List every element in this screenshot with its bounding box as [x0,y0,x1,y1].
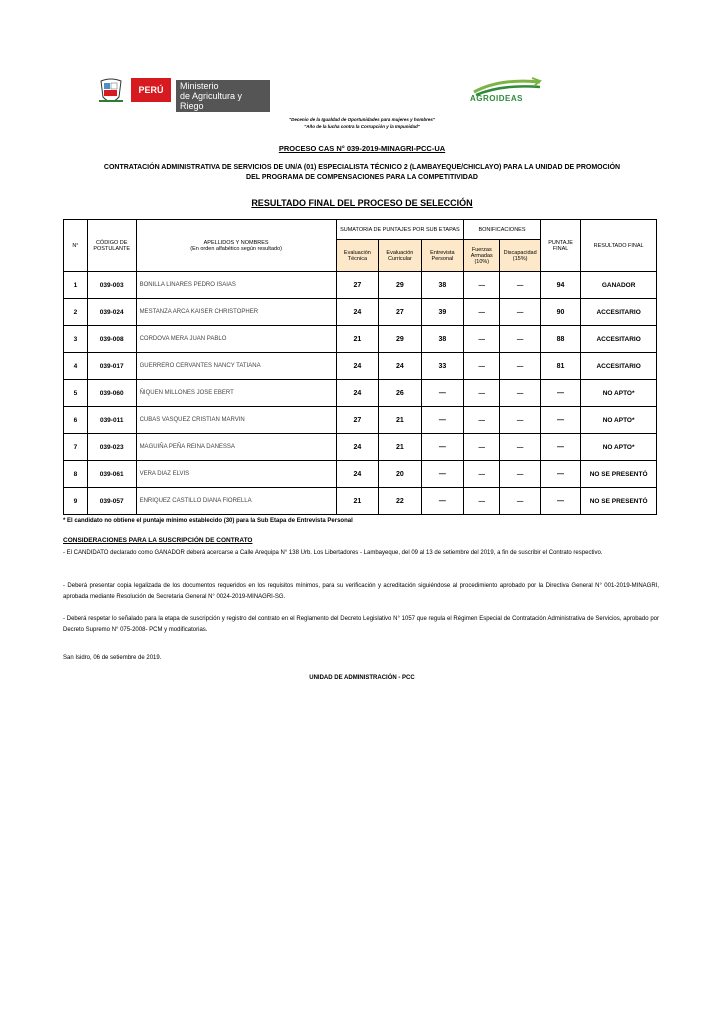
row-result: NO APTO* [581,434,657,461]
row-tech: 24 [336,380,379,407]
row-name: VERA DIAZ ELVIS [136,461,336,488]
row-number: 7 [64,434,88,461]
considerations-title: CONSIDERACIONES PARA LA SUSCRIPCIÓN DE CONTRATO [63,537,253,544]
row-armed: — [464,353,500,380]
header-bonus: BONIFICACIONES [464,220,541,240]
contract-line-2: DEL PROGRAMA DE COMPENSACIONES PARA LA COMPETITIVIDAD [246,174,478,181]
row-name: CORDOVA MERA JUAN PABLO [136,326,336,353]
header-code: CÓDIGO DE POSTULANTE [87,220,136,272]
table-row [64,353,657,380]
row-name: ÑIQUEN MILLONES JOSE EBERT [136,380,336,407]
row-tech: 24 [336,461,379,488]
year-motto: "Año de la lucha contra la Corrupción y la Impunidad" [304,124,420,129]
row-armed: — [464,407,500,434]
row-number: 8 [64,461,88,488]
row-number: 4 [64,353,88,380]
row-name: ENRIQUEZ CASTILLO DIANA FIORELLA [136,488,336,515]
result-title: RESULTADO FINAL DEL PROCESO DE SELECCIÓN [251,198,473,208]
header-final-score: PUNTAJE FINAL [540,220,580,272]
row-interview: — [421,407,464,434]
row-curr: 20 [379,461,422,488]
header-names [136,220,336,272]
row-tech: 27 [336,272,379,299]
row-total: — [540,380,580,407]
consideration-paragraph-1: - El CANDIDATO declarado como GANADOR deberá acercarse a Calle Arequipa N° 138 Urb. Los Libertadores - Lambayeque, del 09 al 13 de setiembre del 2019, a fin de suscribir el Contrato respectivo. [63,550,603,556]
row-code: 039-060 [87,380,136,407]
row-result: NO SE PRESENTÓ [581,461,657,488]
row-total: 94 [540,272,580,299]
row-name: GUERRERO CERVANTES NANCY TATIANA [136,353,336,380]
row-code: 039-061 [87,461,136,488]
table-row [64,407,657,434]
table-row [64,326,657,353]
row-disab: — [500,434,540,461]
row-interview: — [421,434,464,461]
row-tech: 27 [336,407,379,434]
row-curr: 26 [379,380,422,407]
row-total: 81 [540,353,580,380]
row-name: CUBAS VASQUEZ CRISTIAN MARVIN [136,407,336,434]
row-number: 3 [64,326,88,353]
row-code: 039-024 [87,299,136,326]
row-curr: 29 [379,272,422,299]
peru-logo: PERÚ [131,78,171,102]
row-armed: — [464,299,500,326]
row-result: ACCESITARIO [581,326,657,353]
row-code: 039-017 [87,353,136,380]
row-code: 039-057 [87,488,136,515]
results-table [63,219,657,515]
row-interview: — [421,488,464,515]
row-name: BONILLA LINARES PEDRO ISAIAS [136,272,336,299]
signature-unit: UNIDAD DE ADMINISTRACIÓN - PCC [309,675,415,681]
row-armed: — [464,380,500,407]
row-number: 2 [64,299,88,326]
row-disab: — [500,407,540,434]
ministry-line-2: de Agricultura y Riego [180,91,243,111]
row-curr: 21 [379,434,422,461]
row-name: MESTANZA ARCA KAISER CHRISTOPHER [136,299,336,326]
row-tech: 21 [336,488,379,515]
row-tech: 24 [336,434,379,461]
row-code: 039-003 [87,272,136,299]
contract-line-1: CONTRATACIÓN ADMINISTRATIVA DE SERVICIOS DE UN/A (01) ESPECIALISTA TÉCNICO 2 (LAMBAYEQUE/CHICLAYO) PARA LA UNIDAD DE PROMOCIÓN [103,164,621,171]
table-row [64,461,657,488]
process-title: PROCESO CAS N° 039-2019-MINAGRI-PCC-UA [278,144,446,153]
consideration-paragraph-2: - Deberá presentar copia legalizada de los documentos requeridos en los requisitos mínimos, para su verificación y acreditación siguiéndose al procedimiento aprobado por la Directiva General N° 001-2019-MINAGRI, aprobada mediante Resolución de Secretaria General N° 0024-2019-MINAGRI-SG. [63,583,659,600]
national-shield-icon [98,77,124,107]
table-row [64,488,657,515]
row-interview: — [421,380,464,407]
header-disability: Discapacidad (15%) [500,240,540,272]
row-disab: — [500,461,540,488]
row-number: 5 [64,380,88,407]
row-total: — [540,461,580,488]
row-total: 90 [540,299,580,326]
decenio-motto: "Decenio de la Igualdad de Oportunidades para mujeres y hombres" [288,117,436,122]
row-curr: 21 [379,407,422,434]
results-body [64,272,657,515]
footnote: * El candidato no obtiene el puntaje mínimo establecido (30) para la Sub Etapa de Entrevista Personal [63,518,353,524]
row-tech: 21 [336,326,379,353]
table-row [64,299,657,326]
ministry-logo [176,80,270,112]
row-interview: 33 [421,353,464,380]
table-row [64,434,657,461]
header-final-result: RESULTADO FINAL [581,220,657,272]
consideration-paragraph-3: - Deberá respetar lo señalado para la etapa de suscripción y registro del contrato en el Reglamento del Decreto Legislativo N° 1057 que regula el Régimen Especial de Contratación Administrativa de Servicios, aprobado por Decreto Supremo N° 075-2008- PCM y modificatorias. [63,616,659,633]
row-code: 039-023 [87,434,136,461]
row-disab: — [500,299,540,326]
contract-description [70,163,654,183]
row-name: MAGUIÑA PEÑA REINA DANESSA [136,434,336,461]
row-number: 6 [64,407,88,434]
table-row [64,272,657,299]
row-result: NO SE PRESENTÓ [581,488,657,515]
header-tech-eval: Evaluación Técnica [336,240,379,272]
ministry-line-1: Ministerio [180,81,219,91]
row-armed: — [464,272,500,299]
row-curr: 27 [379,299,422,326]
row-result: GANADOR [581,272,657,299]
agroideas-name: AGROIDEAS [470,94,523,103]
row-total: 88 [540,326,580,353]
header-armed-forces: Fuerzas Armadas (10%) [464,240,500,272]
row-disab: — [500,326,540,353]
row-interview: 39 [421,299,464,326]
row-armed: — [464,488,500,515]
row-result: NO APTO* [581,380,657,407]
row-curr: 24 [379,353,422,380]
row-armed: — [464,461,500,488]
header-number: N° [64,220,88,272]
header-interview: Entrevista Personal [421,240,464,272]
row-result: ACCESITARIO [581,353,657,380]
header-names-sub: (En orden alfabético según resultado) [190,245,282,252]
row-tech: 24 [336,353,379,380]
table-row [64,380,657,407]
row-disab: — [500,272,540,299]
row-number: 9 [64,488,88,515]
row-disab: — [500,488,540,515]
row-tech: 24 [336,299,379,326]
row-code: 039-011 [87,407,136,434]
row-total: — [540,407,580,434]
header-stages: SUMATORIA DE PUNTAJES POR SUB ETAPAS [336,220,464,240]
row-interview: 38 [421,326,464,353]
row-number: 1 [64,272,88,299]
row-curr: 29 [379,326,422,353]
row-curr: 22 [379,488,422,515]
header-curr-eval: Evaluación Curricular [379,240,422,272]
row-interview: 38 [421,272,464,299]
date-line: San Isidro, 06 de setiembre de 2019. [63,655,162,661]
row-total: — [540,488,580,515]
row-disab: — [500,380,540,407]
row-interview: — [421,461,464,488]
row-result: NO APTO* [581,407,657,434]
row-code: 039-008 [87,326,136,353]
header-names-label: APELLIDOS Y NOMBRES [203,239,269,246]
row-result: ACCESITARIO [581,299,657,326]
row-armed: — [464,434,500,461]
row-disab: — [500,353,540,380]
row-total: — [540,434,580,461]
row-armed: — [464,326,500,353]
